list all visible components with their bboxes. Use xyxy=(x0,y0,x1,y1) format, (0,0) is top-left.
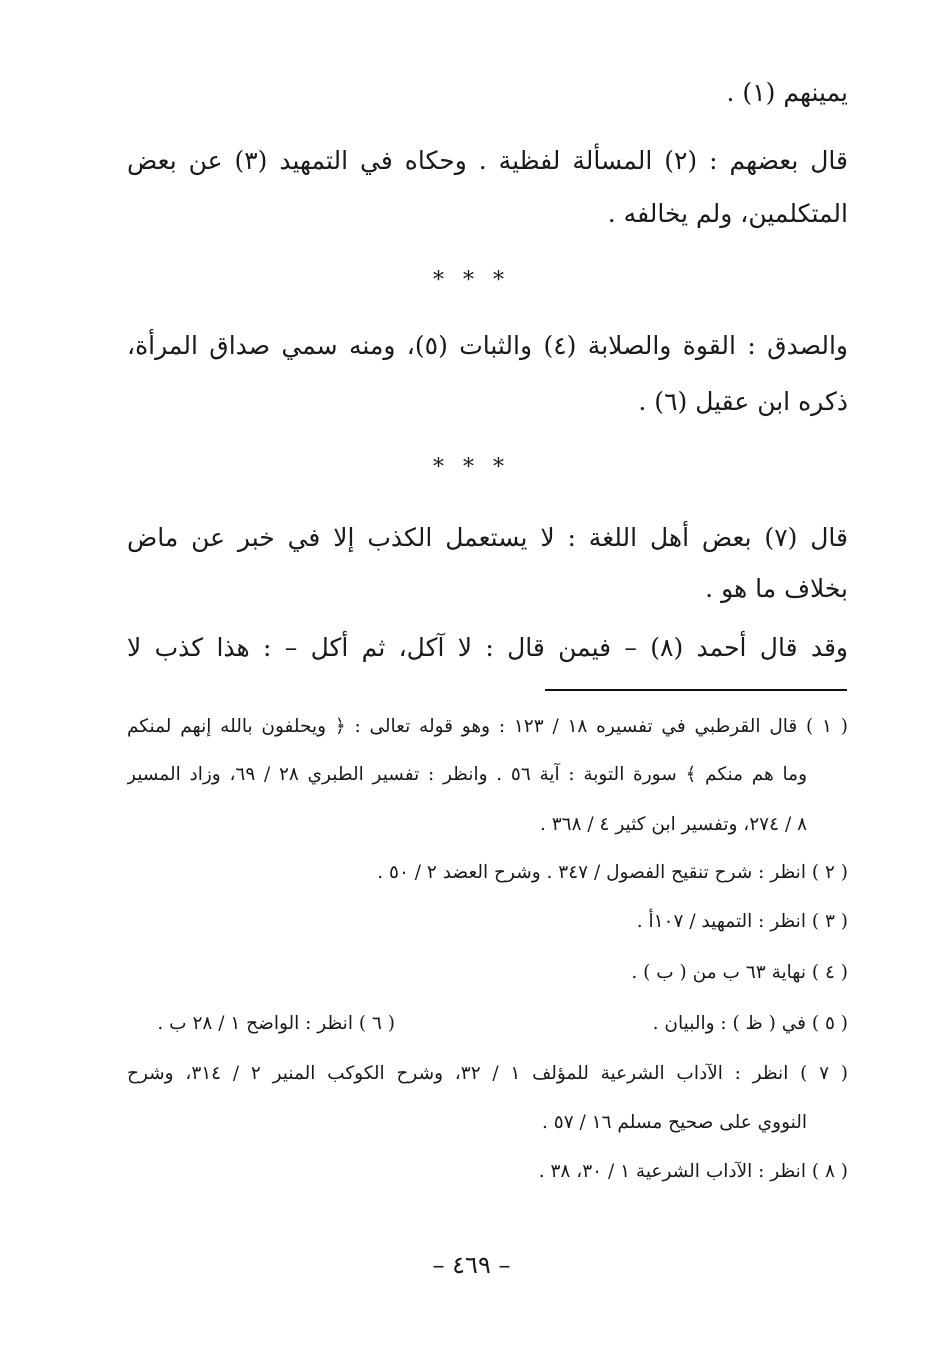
footnote-line: ( ٧ ) انظر : الآداب الشرعية للمؤلف ١ / ٣٢، وشرح الكوكب المنير ٢ / ٣١٤، وشرح xyxy=(127,1063,848,1084)
footnote-line: ( ٢ ) انظر : شرح تنقيح الفصول / ٣٤٧ . وشرح العضد ٢ / ٥٠ . xyxy=(377,862,848,883)
section-separator: * * * xyxy=(433,455,510,480)
footnote-line: ( ٨ ) انظر : الآداب الشرعية ١ / ٣٠، ٣٨ . xyxy=(538,1161,848,1182)
footnote-line: النووي على صحيح مسلم ١٦ / ٥٧ . xyxy=(542,1112,807,1133)
body-line: قال (٧) بعض أهل اللغة : لا يستعمل الكذب إلا في خبر عن ماض xyxy=(127,523,848,552)
page-number: – ٤٦٩ – xyxy=(432,1251,511,1279)
section-separator: * * * xyxy=(433,268,510,293)
body-line: قال بعضهم : (٢) المسألة لفظية . وحكاه في التمهيد (٣) عن بعض xyxy=(127,146,848,175)
footnote-line: ( ٥ ) في ( ظ ) : والبيان . xyxy=(652,1013,848,1034)
footnote-divider xyxy=(545,689,847,691)
footnote-line: وما هم منكم ﴾ سورة التوبة : آية ٥٦ . وانظر : تفسير الطبري ٢٨ / ٦٩، وزاد المسير xyxy=(127,764,807,785)
footnote-line: ( ٤ ) نهاية ٦٣ ب من ( ب ) . xyxy=(631,962,848,983)
footnote-line: ( ٣ ) انظر : التمهيد / ١٠٧أ . xyxy=(636,911,848,932)
body-line: يمينهم (١) . xyxy=(726,78,848,107)
body-line: وقد قال أحمد (٨) – فيمن قال : لا آكل، ثم أكل – : هذا كذب لا xyxy=(127,633,848,662)
footnote-line: ( ٦ ) انظر : الواضح ١ / ٢٨ ب . xyxy=(157,1013,395,1034)
body-line: ذكره ابن عقيل (٦) . xyxy=(638,387,848,416)
body-line: بخلاف ما هو . xyxy=(705,574,848,603)
footnote-line: ٨ / ٢٧٤، وتفسير ابن كثير ٤ / ٣٦٨ . xyxy=(539,814,807,835)
footnote-line: ( ١ ) قال القرطبي في تفسيره ١٨ / ١٢٣ : وهو قوله تعالى : ﴿ ويحلفون بالله إنهم لمنكم xyxy=(127,716,848,737)
body-line: المتكلمين، ولم يخالفه . xyxy=(607,199,848,228)
body-line: والصدق : القوة والصلابة (٤) والثبات (٥)، ومنه سمي صداق المرأة، xyxy=(127,331,848,360)
